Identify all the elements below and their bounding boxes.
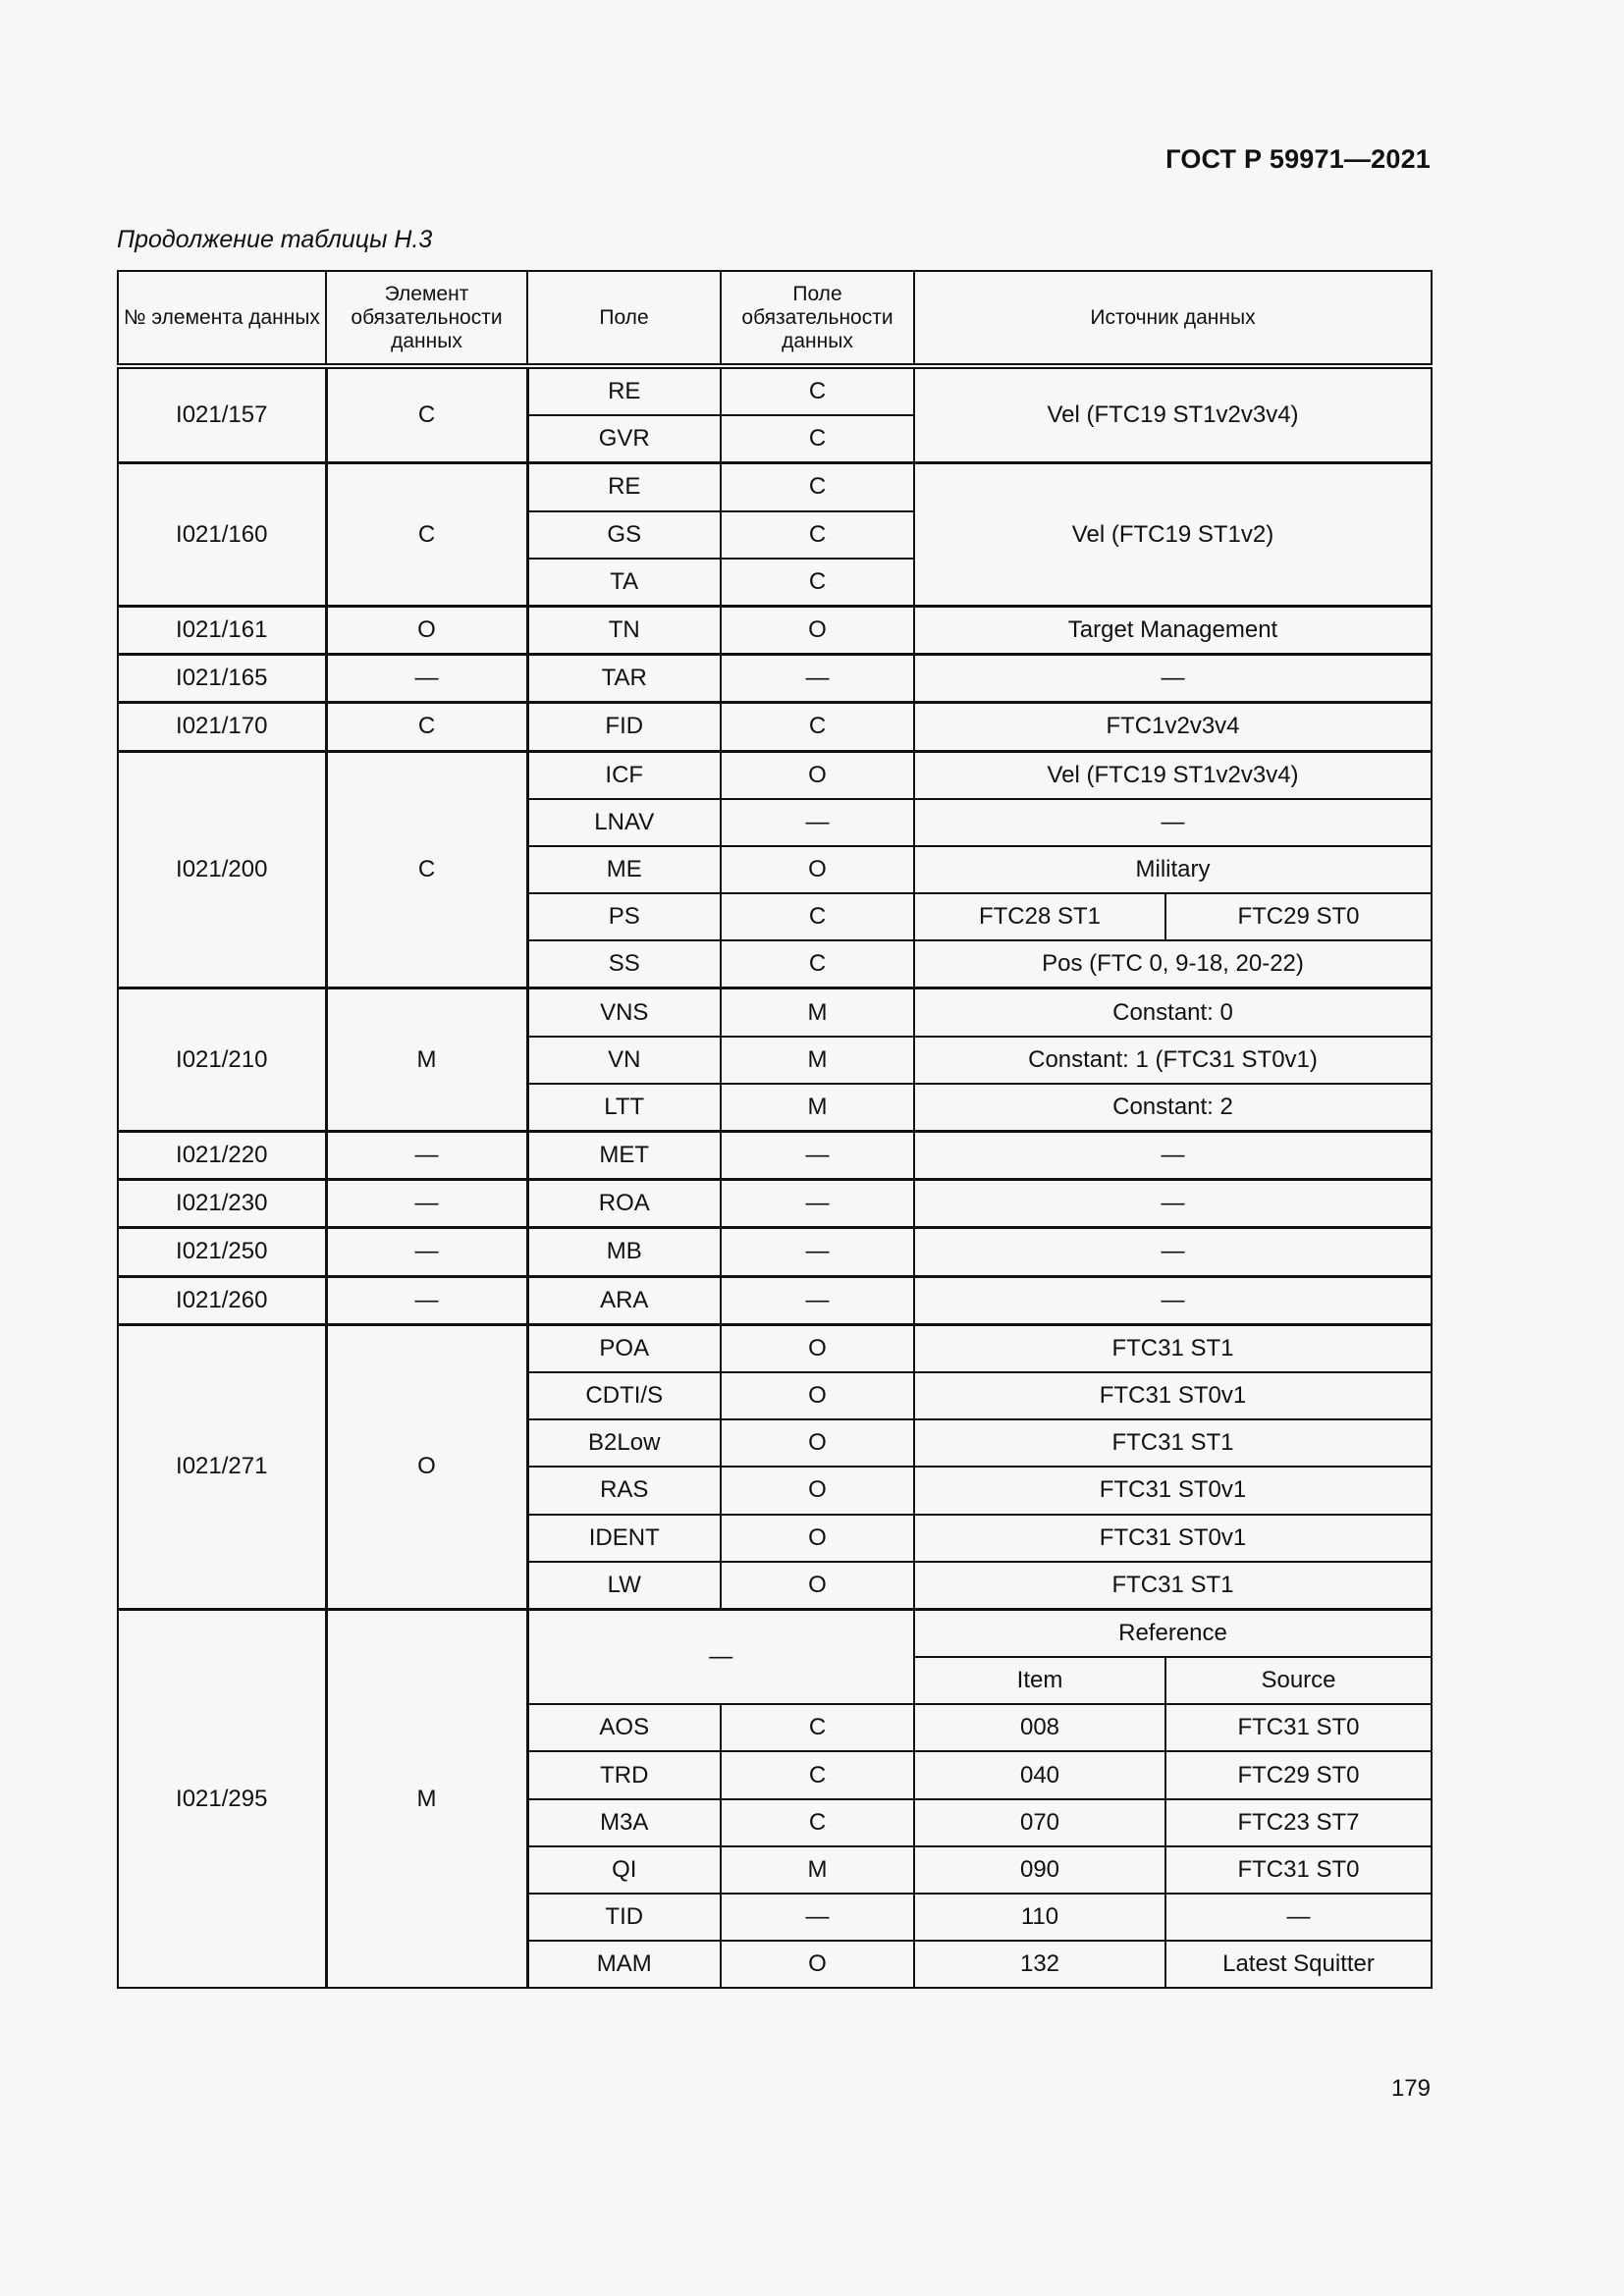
reference-item: 008 [914, 1704, 1165, 1751]
field-name: TAR [527, 655, 721, 703]
field-mandatory: C [721, 1799, 914, 1846]
field-mandatory: M [721, 988, 914, 1037]
reference-item: 040 [914, 1751, 1165, 1798]
subheader-item: Item [914, 1657, 1165, 1704]
reference-item: 132 [914, 1941, 1165, 1988]
table-caption: Продолжение таблицы Н.3 [117, 226, 433, 253]
field-mandatory: C [721, 1704, 914, 1751]
field-name: AOS [527, 1704, 721, 1751]
field-name: MB [527, 1228, 721, 1276]
header-field-mandatory: Поле обязательности данных [721, 271, 914, 366]
field-mandatory: — [721, 799, 914, 846]
element-code: I021/250 [118, 1228, 326, 1276]
field-name: ICF [527, 751, 721, 799]
field-mandatory: O [721, 1941, 914, 1988]
data-source: FTC1v2v3v4 [914, 703, 1432, 751]
element-code: I021/170 [118, 703, 326, 751]
field-mandatory: M [721, 1084, 914, 1132]
element-mandatory: C [326, 751, 527, 988]
data-source: FTC31 ST1 [914, 1562, 1432, 1610]
field-mandatory: O [721, 1562, 914, 1610]
element-code: I021/165 [118, 655, 326, 703]
element-mandatory: C [326, 366, 527, 463]
reference-item: 070 [914, 1799, 1165, 1846]
reference-item: 110 [914, 1894, 1165, 1941]
field-name: B2Low [527, 1419, 721, 1467]
field-mandatory: O [721, 1515, 914, 1562]
data-source: — [914, 1276, 1432, 1324]
field-mandatory: C [721, 463, 914, 511]
data-source: FTC31 ST1 [914, 1419, 1432, 1467]
element-mandatory: C [326, 703, 527, 751]
table-header-row [118, 271, 1432, 366]
element-mandatory: — [326, 1276, 527, 1324]
field-mandatory: — [721, 1276, 914, 1324]
reference-source: FTC31 ST0 [1165, 1846, 1432, 1894]
subheader-source: Source [1165, 1657, 1432, 1704]
table-row [118, 988, 1432, 1037]
field-name: RAS [527, 1467, 721, 1514]
element-code: I021/200 [118, 751, 326, 988]
table-row [118, 655, 1432, 703]
reference-source: FTC23 ST7 [1165, 1799, 1432, 1846]
field-name: MAM [527, 1941, 721, 1988]
element-mandatory: O [326, 1324, 527, 1609]
data-source: Target Management [914, 606, 1432, 654]
field-name: TID [527, 1894, 721, 1941]
reference-source: FTC29 ST0 [1165, 1751, 1432, 1798]
field-mandatory: O [721, 606, 914, 654]
field-mandatory: O [721, 1324, 914, 1372]
table-row [118, 366, 1432, 415]
data-source: Vel (FTC19 ST1v2v3v4) [914, 751, 1432, 799]
element-code: I021/210 [118, 988, 326, 1132]
table-row [118, 751, 1432, 799]
field-name: LW [527, 1562, 721, 1610]
table-row [118, 1324, 1432, 1372]
table-row [118, 703, 1432, 751]
field-name: VN [527, 1037, 721, 1084]
data-source: FTC31 ST0v1 [914, 1467, 1432, 1514]
element-code: I021/161 [118, 606, 326, 654]
header-element-number: № элемента данных [118, 271, 326, 366]
header-field: Поле [527, 271, 721, 366]
data-table [117, 270, 1433, 1989]
field-name: MET [527, 1132, 721, 1180]
field-mandatory: — [721, 1894, 914, 1941]
field-name: ROA [527, 1180, 721, 1228]
field-mandatory: C [721, 893, 914, 940]
table-row [118, 463, 1432, 511]
field-mandatory: C [721, 511, 914, 559]
header-element-mandatory: Элемент обязательности данных [326, 271, 527, 366]
data-source-a: FTC28 ST1 [914, 893, 1165, 940]
data-source: — [914, 1180, 1432, 1228]
data-source: Constant: 1 (FTC31 ST0v1) [914, 1037, 1432, 1084]
table-row [118, 1132, 1432, 1180]
data-source: Vel (FTC19 ST1v2v3v4) [914, 366, 1432, 463]
field-mandatory: C [721, 940, 914, 988]
field-name: QI [527, 1846, 721, 1894]
element-code: I021/160 [118, 463, 326, 607]
field-mandatory: — [721, 655, 914, 703]
element-mandatory: M [326, 988, 527, 1132]
element-mandatory: — [326, 1180, 527, 1228]
field-mandatory: O [721, 1372, 914, 1419]
element-code: I021/295 [118, 1609, 326, 1988]
subheader-reference: Reference [914, 1609, 1432, 1657]
field-name: ARA [527, 1276, 721, 1324]
field-name: GS [527, 511, 721, 559]
field-mandatory: — [721, 1228, 914, 1276]
field-name: LNAV [527, 799, 721, 846]
data-source: Vel (FTC19 ST1v2) [914, 463, 1432, 607]
data-source: — [914, 1228, 1432, 1276]
element-mandatory: C [326, 463, 527, 607]
data-source: Pos (FTC 0, 9-18, 20-22) [914, 940, 1432, 988]
element-mandatory: — [326, 1228, 527, 1276]
field-mandatory: C [721, 415, 914, 463]
field-name: ME [527, 846, 721, 893]
field-name: FID [527, 703, 721, 751]
field-name: POA [527, 1324, 721, 1372]
element-code: I021/271 [118, 1324, 326, 1609]
table-row [118, 1609, 1432, 1657]
field-name: SS [527, 940, 721, 988]
data-source: — [914, 1132, 1432, 1180]
data-source: FTC31 ST1 [914, 1324, 1432, 1372]
field-mandatory: — [721, 1180, 914, 1228]
page-number: 179 [1390, 2075, 1431, 2102]
field-mandatory: C [721, 559, 914, 607]
subheader-dash: — [527, 1609, 914, 1704]
reference-source: FTC31 ST0 [1165, 1704, 1432, 1751]
table-row [118, 1180, 1432, 1228]
field-mandatory: M [721, 1846, 914, 1894]
data-source: — [914, 799, 1432, 846]
table-row [118, 606, 1432, 654]
field-mandatory: O [721, 1419, 914, 1467]
element-code: I021/157 [118, 366, 326, 463]
element-code: I021/260 [118, 1276, 326, 1324]
field-mandatory: O [721, 751, 914, 799]
field-name: TA [527, 559, 721, 607]
standard-code: ГОСТ Р 59971—2021 [1165, 144, 1431, 174]
field-mandatory: O [721, 846, 914, 893]
field-name: LTT [527, 1084, 721, 1132]
field-mandatory: C [721, 1751, 914, 1798]
field-name: TRD [527, 1751, 721, 1798]
field-mandatory: — [721, 1132, 914, 1180]
header-data-source: Источник данных [914, 271, 1432, 366]
field-name: IDENT [527, 1515, 721, 1562]
element-code: I021/220 [118, 1132, 326, 1180]
field-name: PS [527, 893, 721, 940]
table-row [118, 1228, 1432, 1276]
reference-item: 090 [914, 1846, 1165, 1894]
field-name: TN [527, 606, 721, 654]
field-name: GVR [527, 415, 721, 463]
data-source-b: FTC29 ST0 [1165, 893, 1432, 940]
data-source: — [914, 655, 1432, 703]
data-source: FTC31 ST0v1 [914, 1515, 1432, 1562]
reference-source: Latest Squitter [1165, 1941, 1432, 1988]
data-source: FTC31 ST0v1 [914, 1372, 1432, 1419]
table-row [118, 1276, 1432, 1324]
field-mandatory: O [721, 1467, 914, 1514]
field-name: RE [527, 366, 721, 415]
data-source: Constant: 0 [914, 988, 1432, 1037]
element-mandatory: M [326, 1609, 527, 1988]
field-mandatory: M [721, 1037, 914, 1084]
element-mandatory: — [326, 655, 527, 703]
field-name: CDTI/S [527, 1372, 721, 1419]
data-source: Constant: 2 [914, 1084, 1432, 1132]
element-mandatory: O [326, 606, 527, 654]
field-mandatory: C [721, 703, 914, 751]
element-code: I021/230 [118, 1180, 326, 1228]
field-name: VNS [527, 988, 721, 1037]
field-name: M3A [527, 1799, 721, 1846]
field-mandatory: C [721, 366, 914, 415]
field-name: RE [527, 463, 721, 511]
data-source: Military [914, 846, 1432, 893]
reference-source: — [1165, 1894, 1432, 1941]
element-mandatory: — [326, 1132, 527, 1180]
